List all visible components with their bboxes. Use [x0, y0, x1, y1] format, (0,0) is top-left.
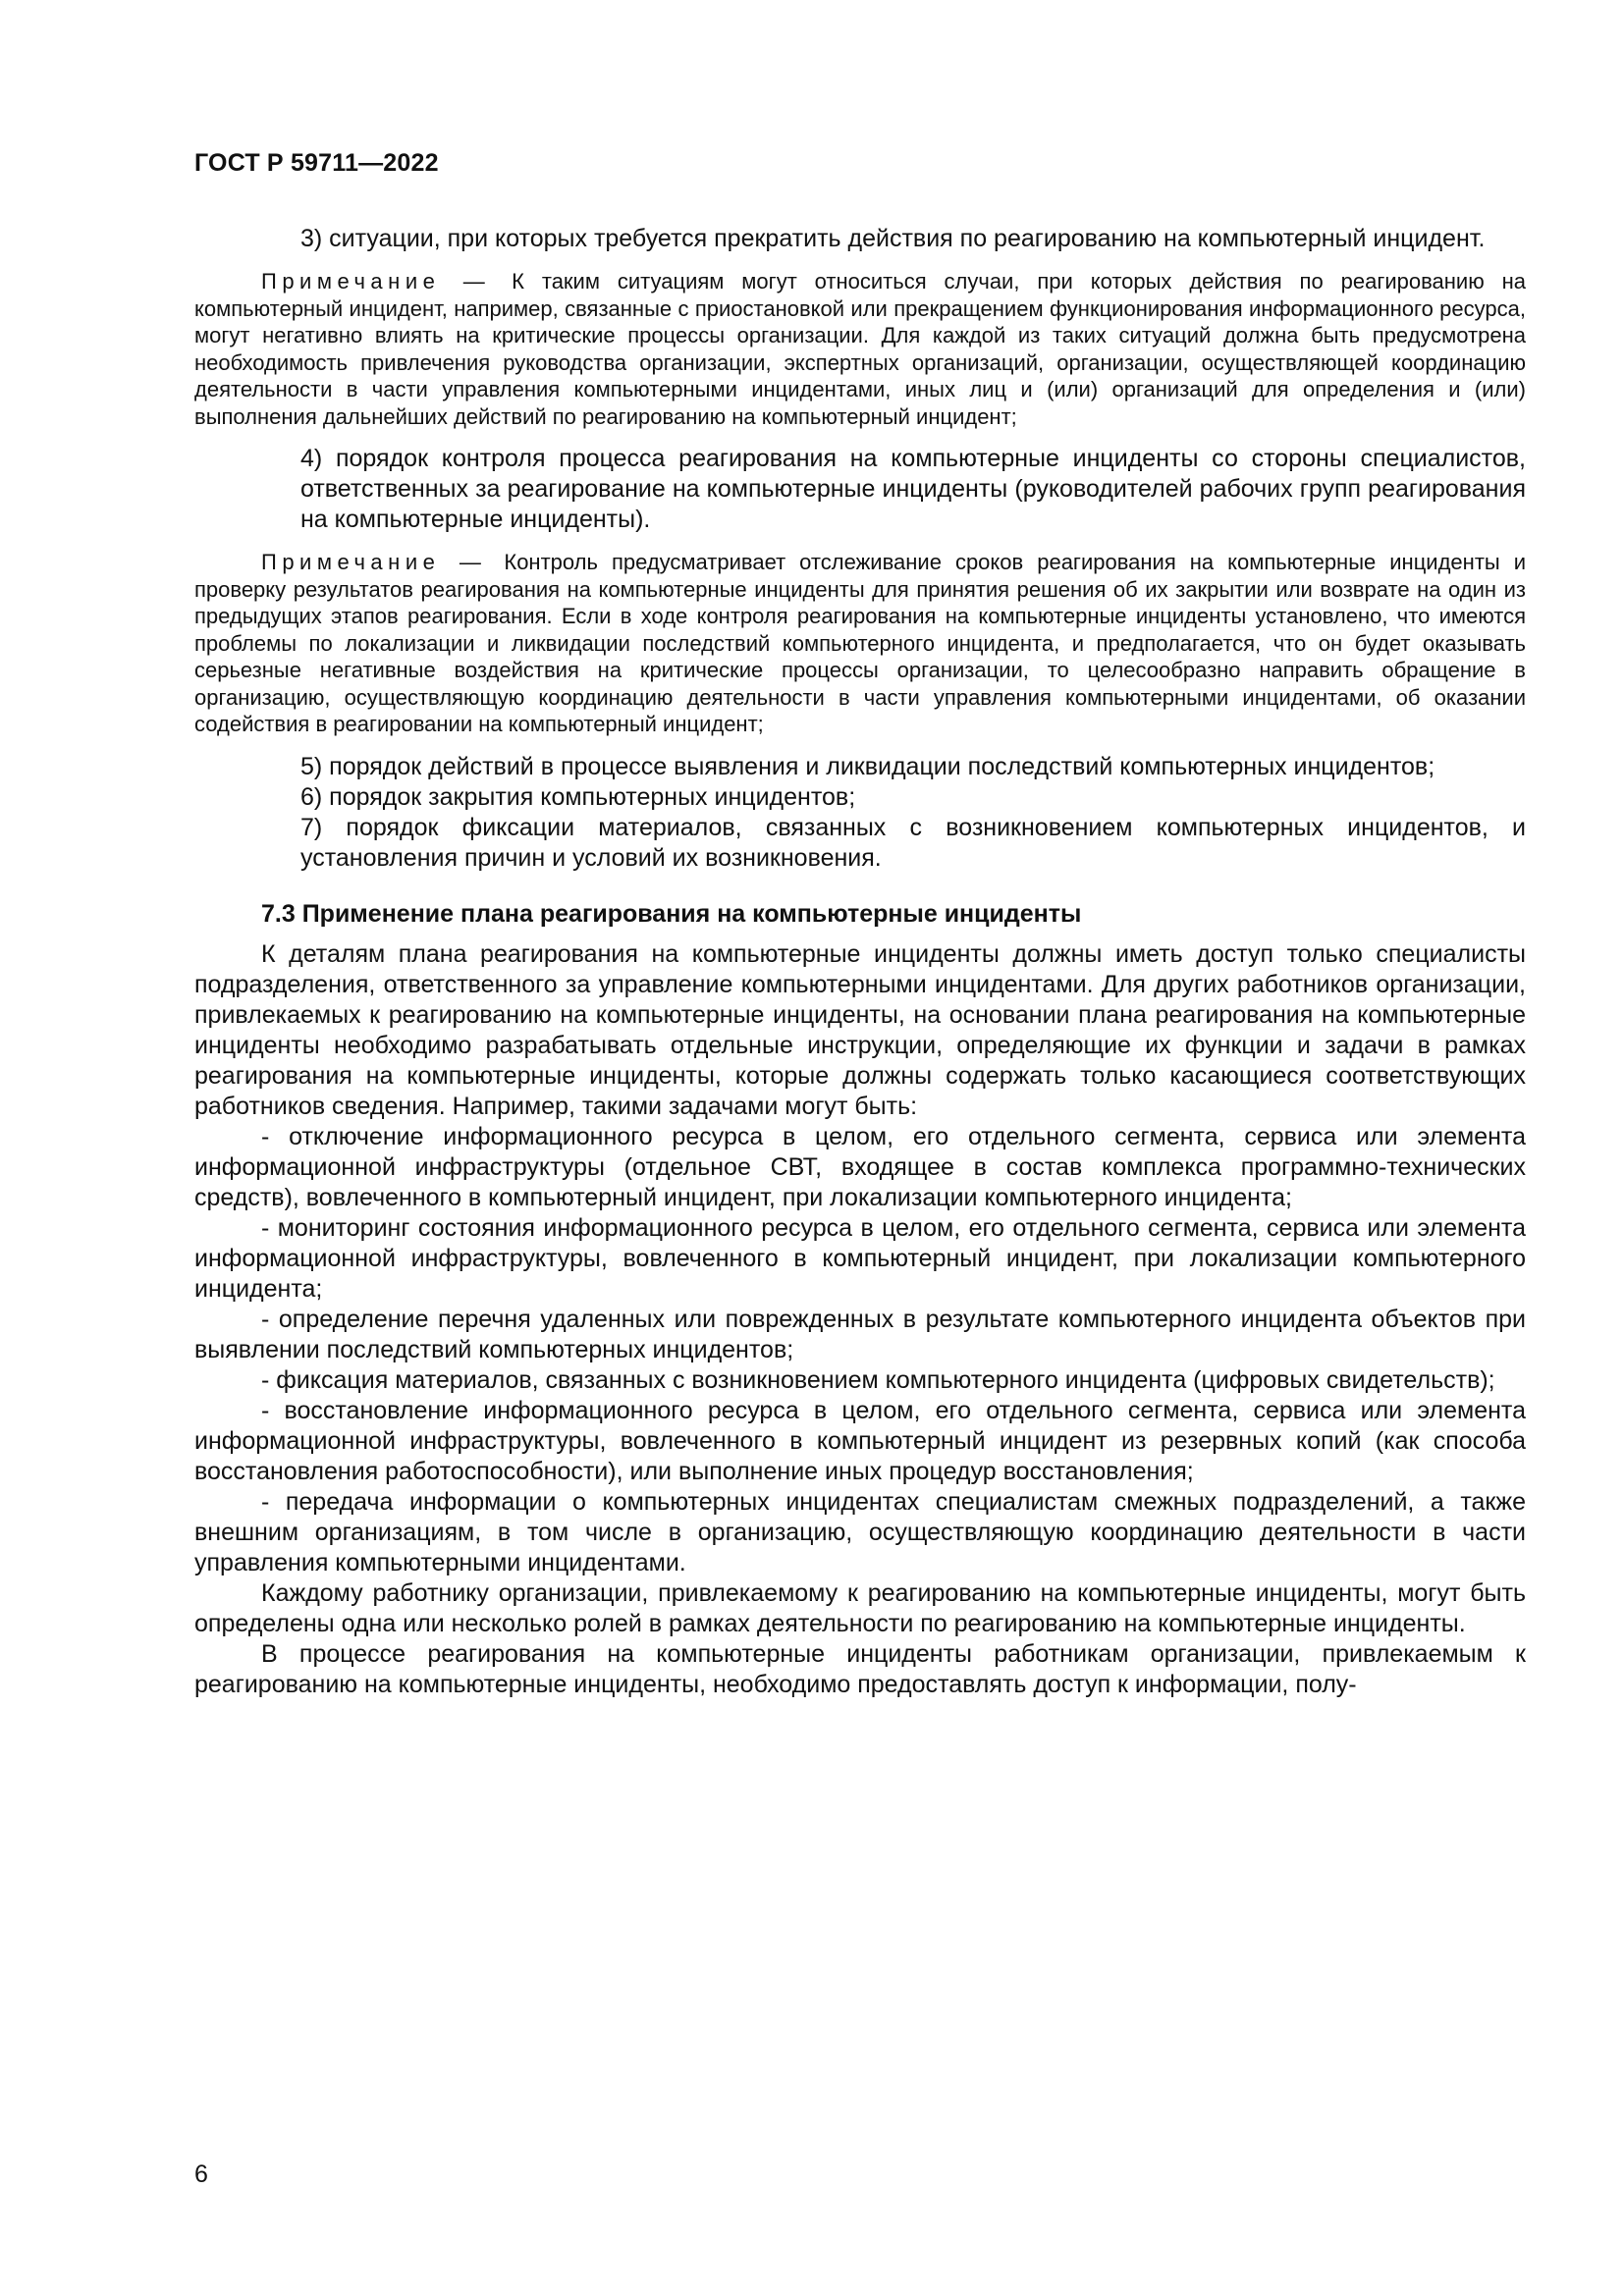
bullet-item: - определение перечня удаленных или поврежденных в результате компьютерного инцидента объектов при выявлении последствий компьютерных инцидентов;: [194, 1305, 1526, 1363]
list-item-3: 3) ситуации, при которых требуется прекратить действия по реагированию на компьютерный инцидент.: [300, 225, 1486, 252]
bullet-item: - восстановление информационного ресурса в целом, его отдельного сегмента, сервиса или элемента информационной инфраструктуры, вовлеченного в компьютерный инцидент из резервных копий (как способа восстановления работоспособности), или выполнение иных процедур восстановления;: [194, 1396, 1526, 1485]
document-header: ГОСТ Р 59711—2022: [194, 149, 439, 177]
list-item-7: 7) порядок фиксации материалов, связанных с возникновением компьютерных инцидентов, и установления причин и условий их возникновения.: [300, 813, 1526, 872]
page-number: 6: [194, 2161, 208, 2188]
list-item-4: 4) порядок контроля процесса реагирования на компьютерные инциденты со стороны специалистов, ответственных за реагирование на компьютерные инциденты (руководителей рабочих групп реагирования на компьютерные инциденты).: [300, 445, 1526, 533]
note-label: Примечание —: [261, 269, 491, 294]
note-text: К таким ситуациям могут относиться случаи, при которых действия по реагированию на компьютерный инцидент, например, связанные с приостановкой или прекращением функционирования информационного ресурса, могут негативно влиять на критические процессы организации. Для каждой из таких ситуаций должна быть предусмотрена необходимость привлечения руководства организации, экспертных организаций, организации, осуществляющей координацию деятельности в части управления компьютерными инцидентами, иных лиц и (или) организаций для определения и (или) выполнения дальнейших действий по реагированию на компьютерный инцидент;: [194, 269, 1527, 429]
page-content: [194, 224, 1526, 1700]
section-heading: 7.3 Применение плана реагирования на компьютерные инциденты: [261, 899, 1082, 928]
bullet-item: - передача информации о компьютерных инцидентах специалистам смежных подразделений, а также внешним организациям, в том числе в организацию, осуществляющую координацию деятельности в части управления компьютерными инцидентами.: [194, 1487, 1526, 1576]
note-2: [194, 549, 1526, 738]
note-text: Контроль предусматривает отслеживание сроков реагирования на компьютерные инциденты и проверку результатов реагирования на компьютерные инциденты для принятия решения об их закрытии или возврате на один из предыдущих этапов реагирования. Если в ходе контроля реагирования на компьютерные инциденты установлено, что имеются проблемы по локализации и ликвидации последствий компьютерного инцидента, и предполагается, что он будет оказывать серьезные негативные воздействия на критические процессы организации, то целесообразно направить обращение в организацию, осуществляющую координацию деятельности в части управления компьютерными инцидентами, об оказании содействия в реагировании на компьютерный инцидент;: [194, 550, 1527, 736]
roles-paragraph: Каждому работнику организации, привлекаемому к реагированию на компьютерные инциденты, могут быть определены одна или несколько ролей в рамках деятельности по реагированию на компьютерные инциденты.: [194, 1578, 1526, 1637]
note-label: Примечание —: [261, 550, 487, 574]
access-paragraph: В процессе реагирования на компьютерные инциденты работникам организации, привлекаемым к реагированию на компьютерные инциденты, необходимо предоставлять доступ к информации, полу-: [194, 1639, 1526, 1698]
note-1: [194, 268, 1526, 430]
bullet-item: - фиксация материалов, связанных с возникновением компьютерного инцидента (цифровых свидетельств);: [261, 1365, 1495, 1394]
bullet-item: - мониторинг состояния информационного ресурса в целом, его отдельного сегмента, сервиса или элемента информационной инфраструктуры, вовлеченного в компьютерный инцидент, при локализации компьютерного инцидента;: [194, 1213, 1526, 1303]
bullet-item: - отключение информационного ресурса в целом, его отдельного сегмента, сервиса или элемента информационной инфраструктуры (отдельное СВТ, входящее в состав комплекса программно-технических средств), вовлеченного в компьютерный инцидент, при локализации компьютерного инцидента;: [194, 1122, 1526, 1211]
list-item-6: 6) порядок закрытия компьютерных инцидентов;: [300, 782, 856, 811]
list-item-5: 5) порядок действий в процессе выявления и ликвидации последствий компьютерных инцидентов;: [300, 752, 1435, 780]
section-intro-paragraph: К деталям плана реагирования на компьютерные инциденты должны иметь доступ только специалисты подразделения, ответственного за управление компьютерными инцидентами. Для других работников организации, привлекаемых к реагированию на компьютерные инциденты, на основании плана реагирования на компьютерные инциденты необходимо разрабатывать отдельные инструкции, определяющие их функции и задачи в рамках реагирования на компьютерные инциденты, которые должны содержать только касающиеся соответствующих работников сведения. Например, такими задачами могут быть:: [194, 939, 1526, 1120]
